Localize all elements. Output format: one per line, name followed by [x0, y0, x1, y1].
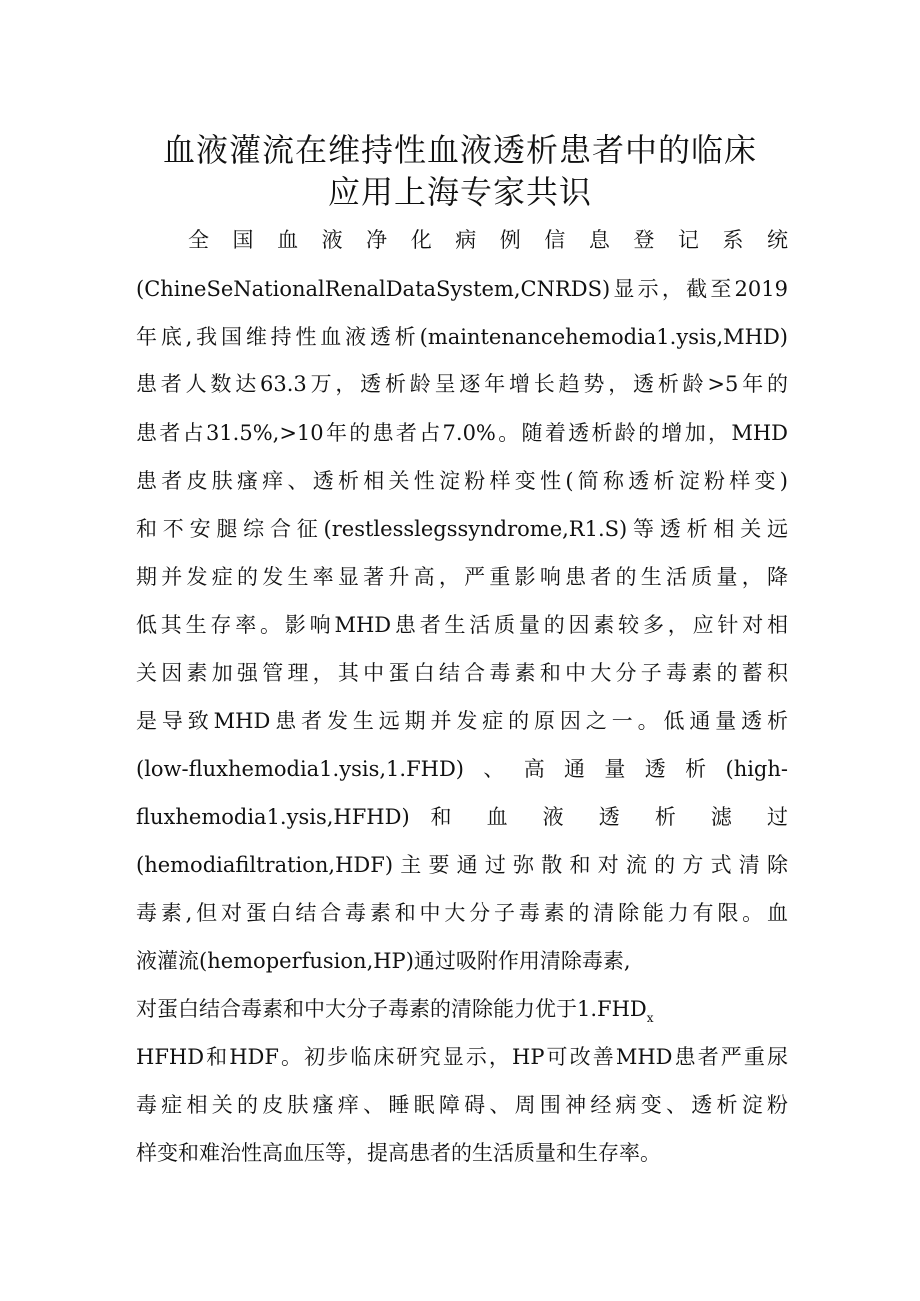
paragraph-line	[136, 991, 788, 1027]
document-title-line-2: 应用上海专家共识	[327, 173, 592, 211]
paragraph-line: 低其生存率。影响MHD患者生活质量的因素较多，应针对相	[136, 613, 788, 637]
paragraph-line: 全国血液净化病例信息登记系统	[188, 228, 788, 252]
paragraph-line: 毒素,但对蛋白结合毒素和中大分子毒素的清除能力有限。血	[136, 901, 788, 925]
paragraph-line-text: 对蛋白结合毒素和中大分子毒素的清除能力优于1.FHD	[136, 997, 647, 1021]
paragraph-line: 样变和难治性高血压等，提高患者的生活质量和生存率。	[136, 1141, 661, 1165]
paragraph-line: 期并发症的发生率显著升高，严重影响患者的生活质量，降	[136, 565, 788, 589]
paragraph-line: 患者皮肤瘙痒、透析相关性淀粉样变性(简称透析淀粉样变)	[136, 469, 788, 493]
paragraph-line: 患者占31.5%,>10年的患者占7.0%。随着透析龄的增加，MHD	[136, 421, 788, 445]
paragraph-line: 毒症相关的皮肤瘙痒、睡眠障碍、周围神经病变、透析淀粉	[136, 1093, 788, 1117]
paragraph-line: 和不安腿综合征(restlesslegssyndrome,R1.S)等透析相关远	[136, 517, 788, 541]
paragraph-line: (low-fluxhemodia1.ysis,1.FHD)、高通量透析(high-	[136, 757, 788, 781]
paragraph-line: 是导致MHD患者发生远期并发症的原因之一。低通量透析	[136, 709, 788, 733]
paragraph-line: 液灌流(hemoperfusion,HP)通过吸附作用清除毒素,	[136, 949, 631, 973]
document-title-line-1: 血液灌流在维持性血液透析患者中的临床	[162, 131, 757, 169]
paragraph-line: 关因素加强管理，其中蛋白结合毒素和中大分子毒素的蓄积	[136, 661, 788, 685]
paragraph-line: HFHD和HDF。初步临床研究显示，HP可改善MHD患者严重尿	[136, 1045, 788, 1069]
paragraph-line: (hemodiafiltration,HDF)主要通过弥散和对流的方式清除	[136, 853, 788, 877]
paragraph-line: fluxhemodia1.ysis,HFHD) 和 血 液 透 析 滤 过	[136, 805, 788, 829]
paragraph-line: 年底,我国维持性血液透析(maintenancehemodia1.ysis,MHD)	[136, 325, 788, 349]
paragraph-line: (ChineSeNationalRenalDataSystem,CNRDS)显示，截至2019	[136, 277, 788, 301]
paragraph-line: 患者人数达63.3万，透析龄呈逐年增长趋势，透析龄>5年的	[136, 372, 788, 396]
subscript-mark: x	[646, 1011, 654, 1025]
